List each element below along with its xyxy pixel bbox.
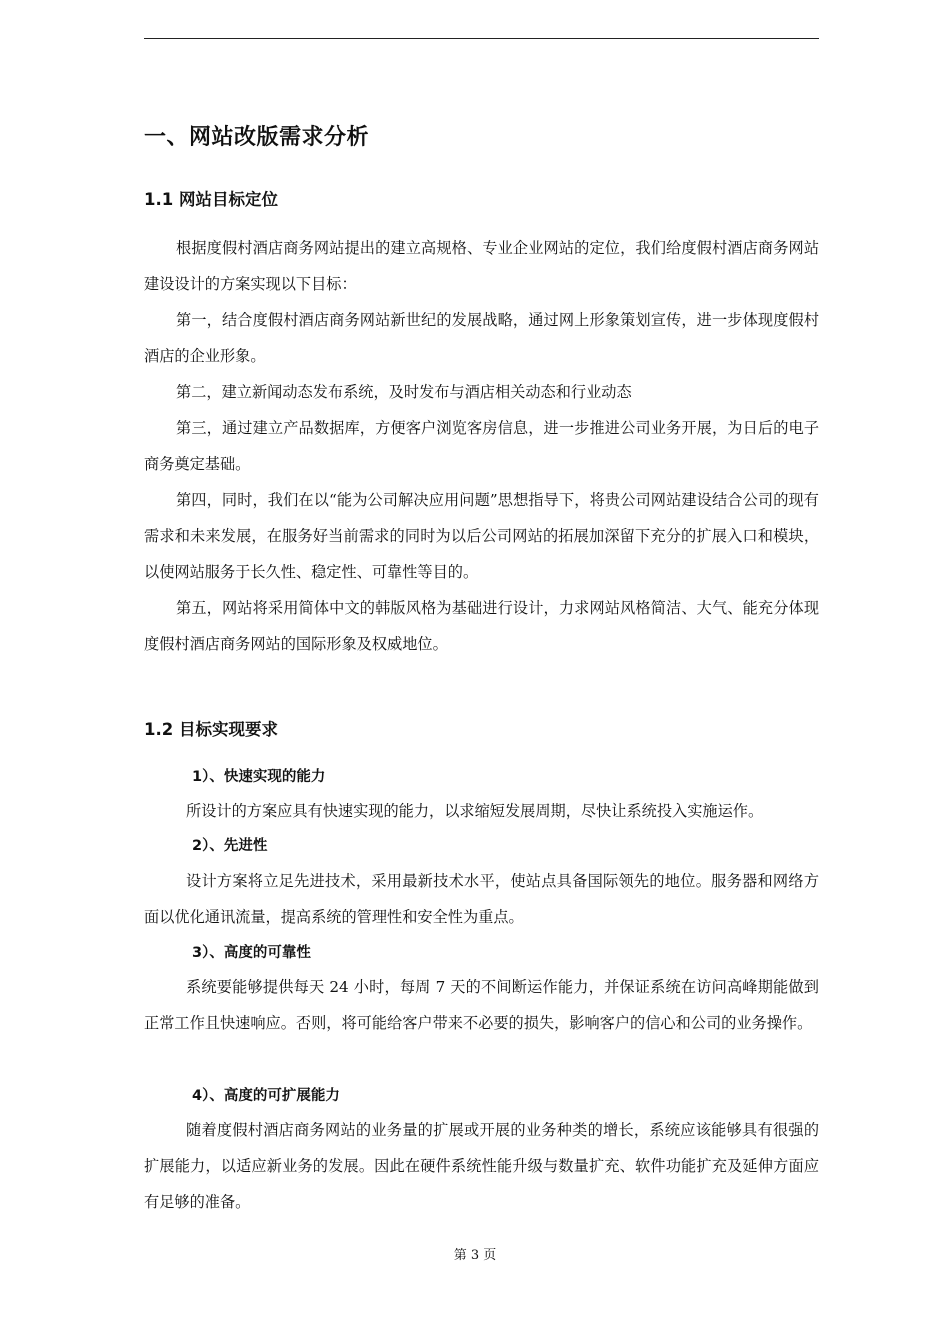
paragraph: 第四，同时，我们在以“能为公司解决应用问题”思想指导下，将贵公司网站建设结合公司的现有需求和未来发展，在服务好当前需求的同时为以后公司网站的拓展加深留下充分的扩展入口和模块，以使网站服务于长久性、稳定性、可靠性等目的。 (144, 491, 819, 581)
page-number: 第 3 页 (453, 1248, 497, 1263)
paragraph: 第五，网站将采用简体中文的韩版风格为基础进行设计，力求网站风格简洁、大气、能充分体现度假村酒店商务网站的国际形象及权威地位。 (144, 599, 819, 653)
header-rule (144, 38, 819, 39)
page-heading: 一、网站改版需求分析 (144, 125, 370, 150)
paragraph: 第一，结合度假村酒店商务网站新世纪的发展战略，通过网上形象策划宣传，进一步体现度假村酒店的企业形象。 (144, 311, 819, 365)
paragraph: 根据度假村酒店商务网站提出的建立高规格、专业企业网站的定位，我们给度假村酒店商务网站建设设计的方案实现以下目标： (144, 239, 819, 293)
paragraph: 设计方案将立足先进技术，采用最新技术水平，使站点具备国际领先的地位。服务器和网络方面以优化通讯流量，提高系统的管理性和安全性为重点。 (144, 872, 819, 926)
subheading: 3）、高度的可靠性 (192, 945, 311, 961)
section-title-1-2: 1.2 目标实现要求 (144, 720, 278, 739)
section-title-1-1: 1.1 网站目标定位 (144, 190, 278, 209)
paragraph: 第三，通过建立产品数据库，方便客户浏览客房信息，进一步推进公司业务开展，为日后的电子商务奠定基础。 (144, 419, 819, 473)
subheading: 2）、先进性 (192, 838, 268, 854)
paragraph: 所设计的方案应具有快速实现的能力，以求缩短发展周期，尽快让系统投入实施运作。 (186, 802, 764, 820)
subheading: 4）、高度的可扩展能力 (192, 1088, 340, 1104)
paragraph: 随着度假村酒店商务网站的业务量的扩展或开展的业务种类的增长，系统应该能够具有很强的扩展能力，以适应新业务的发展。因此在硬件系统性能升级与数量扩充、软件功能扩充及延伸方面应有足够的准备。 (144, 1121, 819, 1211)
paragraph: 第二，建立新闻动态发布系统，及时发布与酒店相关动态和行业动态 (176, 383, 632, 401)
subheading: 1）、快速实现的能力 (192, 769, 326, 785)
paragraph: 系统要能够提供每天 24 小时，每周 7 天的不间断运作能力，并保证系统在访问高峰期能做到正常工作且快速响应。否则，将可能给客户带来不必要的损失，影响客户的信心和公司的业务操作。 (144, 978, 819, 1032)
